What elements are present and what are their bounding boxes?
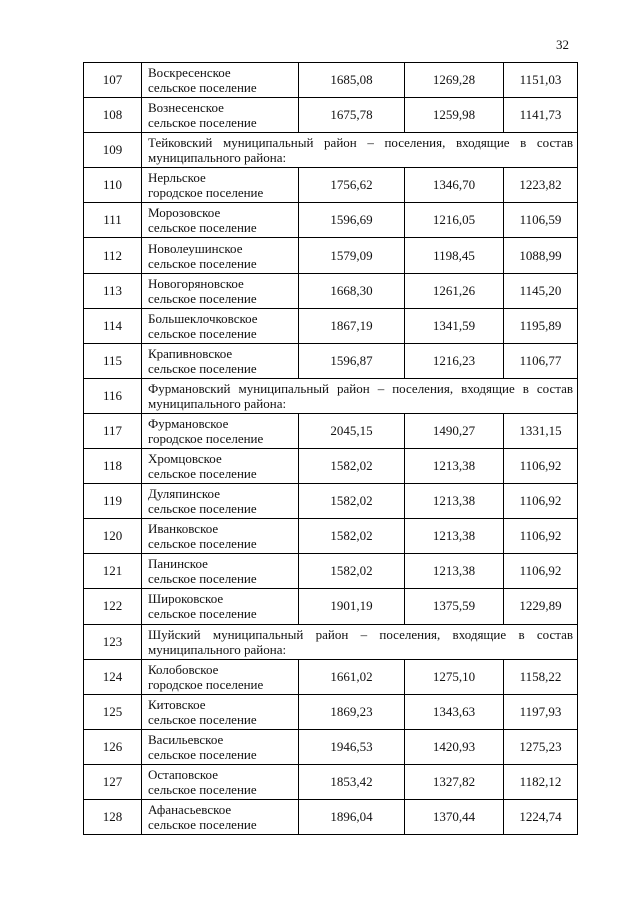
value-cell-2: 1346,70 — [405, 168, 504, 203]
settlement-name-line: Большеклочковское — [148, 310, 258, 326]
table-row — [84, 484, 578, 519]
settlement-name — [142, 308, 299, 343]
settlement-type-line: сельское поселение — [148, 501, 257, 517]
value-cell-2: 1375,59 — [405, 589, 504, 624]
value-cell-2: 1261,26 — [405, 273, 504, 308]
value-cell-1: 1896,04 — [299, 799, 405, 834]
row-number: 108 — [84, 98, 142, 133]
value-cell-2: 1213,38 — [405, 554, 504, 589]
settlement-type-line: сельское поселение — [148, 255, 257, 271]
value-cell-1: 1661,02 — [299, 659, 405, 694]
value-cell-1: 1756,62 — [299, 168, 405, 203]
value-cell-2: 1216,23 — [405, 343, 504, 378]
settlement-name — [142, 519, 299, 554]
settlement-type-line: сельское поселение — [148, 80, 257, 96]
settlement-type-line: сельское поселение — [148, 711, 257, 727]
settlement-name — [142, 98, 299, 133]
settlement-name-line: Иванковское — [148, 521, 219, 537]
settlement-name — [142, 168, 299, 203]
value-cell-3: 1106,92 — [504, 519, 578, 554]
value-cell-3: 1151,03 — [504, 63, 578, 98]
value-cell-2: 1198,45 — [405, 238, 504, 273]
value-cell-2: 1259,98 — [405, 98, 504, 133]
table-row — [84, 203, 578, 238]
settlement-type-line: сельское поселение — [148, 746, 257, 762]
settlement-name-line: Воскресенское — [148, 65, 231, 81]
settlement-type-line: городское поселение — [148, 676, 264, 692]
settlement-name — [142, 63, 299, 98]
value-cell-1: 1668,30 — [299, 273, 405, 308]
table-row — [84, 659, 578, 694]
value-cell-3: 1224,74 — [504, 799, 578, 834]
table-row — [84, 308, 578, 343]
settlement-type-line: сельское поселение — [148, 606, 257, 622]
table-row — [84, 589, 578, 624]
settlement-type-line: сельское поселение — [148, 571, 257, 587]
row-number: 127 — [84, 764, 142, 799]
table-row — [84, 554, 578, 589]
row-number: 115 — [84, 343, 142, 378]
row-number: 125 — [84, 694, 142, 729]
row-number: 118 — [84, 449, 142, 484]
value-cell-2: 1341,59 — [405, 308, 504, 343]
row-number: 124 — [84, 659, 142, 694]
table-row — [84, 413, 578, 448]
settlement-name — [142, 589, 299, 624]
settlement-name — [142, 238, 299, 273]
settlement-name — [142, 484, 299, 519]
row-number: 126 — [84, 729, 142, 764]
table-row — [84, 168, 578, 203]
value-cell-1: 1675,78 — [299, 98, 405, 133]
settlement-type-line: сельское поселение — [148, 220, 257, 236]
value-cell-3: 1275,23 — [504, 729, 578, 764]
settlement-name — [142, 203, 299, 238]
value-cell-1: 1596,87 — [299, 343, 405, 378]
row-number: 114 — [84, 308, 142, 343]
value-cell-2: 1420,93 — [405, 729, 504, 764]
district-header-row — [84, 624, 578, 659]
value-cell-1: 1579,09 — [299, 238, 405, 273]
value-cell-1: 1582,02 — [299, 449, 405, 484]
value-cell-3: 1197,93 — [504, 694, 578, 729]
district-header-row — [84, 378, 578, 413]
settlements-table — [83, 62, 578, 835]
value-cell-1: 1946,53 — [299, 729, 405, 764]
value-cell-3: 1106,92 — [504, 484, 578, 519]
value-cell-3: 1158,22 — [504, 659, 578, 694]
value-cell-1: 1582,02 — [299, 484, 405, 519]
row-number: 109 — [84, 133, 142, 168]
value-cell-3: 1229,89 — [504, 589, 578, 624]
district-title: Фурмановский муниципальный район – поселения, входящие в состав муниципального района: — [142, 378, 578, 413]
value-cell-3: 1145,20 — [504, 273, 578, 308]
settlement-name — [142, 729, 299, 764]
value-cell-2: 1370,44 — [405, 799, 504, 834]
settlement-type-line: сельское поселение — [148, 290, 257, 306]
table-body — [84, 63, 578, 835]
row-number: 111 — [84, 203, 142, 238]
value-cell-1: 1582,02 — [299, 519, 405, 554]
value-cell-1: 1685,08 — [299, 63, 405, 98]
settlement-name-line: Дуляпинское — [148, 486, 220, 502]
settlement-name-line: Афанасьевское — [148, 802, 232, 818]
value-cell-2: 1216,05 — [405, 203, 504, 238]
settlement-name — [142, 273, 299, 308]
settlement-name-line: Остаповское — [148, 766, 218, 782]
value-cell-2: 1269,28 — [405, 63, 504, 98]
settlement-name — [142, 764, 299, 799]
settlement-name-line: Широковское — [148, 591, 224, 607]
value-cell-3: 1106,77 — [504, 343, 578, 378]
settlement-name-line: Васильевское — [148, 731, 224, 747]
row-number: 117 — [84, 413, 142, 448]
value-cell-3: 1223,82 — [504, 168, 578, 203]
settlement-type-line: сельское поселение — [148, 325, 257, 341]
settlement-name — [142, 449, 299, 484]
table-row — [84, 799, 578, 834]
table-row — [84, 98, 578, 133]
settlement-name-line: Фурмановское — [148, 415, 229, 431]
value-cell-2: 1327,82 — [405, 764, 504, 799]
row-number: 116 — [84, 378, 142, 413]
page-number: 32 — [556, 37, 569, 52]
row-number: 113 — [84, 273, 142, 308]
settlement-name-line: Панинское — [148, 556, 208, 572]
row-number: 120 — [84, 519, 142, 554]
table-row — [84, 694, 578, 729]
table-row — [84, 63, 578, 98]
row-number: 128 — [84, 799, 142, 834]
settlement-name-line: Морозовское — [148, 205, 221, 221]
settlement-name-line: Колобовское — [148, 661, 219, 677]
settlement-name-line: Китовское — [148, 696, 206, 712]
settlement-type-line: сельское поселение — [148, 466, 257, 482]
settlement-type-line: сельское поселение — [148, 817, 257, 833]
value-cell-3: 1106,59 — [504, 203, 578, 238]
settlement-type-line: сельское поселение — [148, 115, 257, 131]
district-title: Шуйский муниципальный район – поселения, входящие в состав муниципального района: — [142, 624, 578, 659]
settlement-name-line: Новогоряновское — [148, 275, 244, 291]
value-cell-2: 1490,27 — [405, 413, 504, 448]
settlement-type-line: сельское поселение — [148, 781, 257, 797]
value-cell-1: 2045,15 — [299, 413, 405, 448]
table-row — [84, 729, 578, 764]
value-cell-2: 1213,38 — [405, 484, 504, 519]
table-row — [84, 449, 578, 484]
settlement-name — [142, 659, 299, 694]
row-number: 122 — [84, 589, 142, 624]
value-cell-3: 1088,99 — [504, 238, 578, 273]
row-number: 119 — [84, 484, 142, 519]
settlement-name-line: Вознесенское — [148, 100, 224, 116]
settlement-name-line: Крапивновское — [148, 345, 233, 361]
settlement-type-line: сельское поселение — [148, 536, 257, 552]
settlement-name — [142, 343, 299, 378]
value-cell-2: 1213,38 — [405, 449, 504, 484]
table-row — [84, 764, 578, 799]
settlement-name-line: Нерльское — [148, 170, 206, 186]
value-cell-3: 1106,92 — [504, 554, 578, 589]
value-cell-1: 1596,69 — [299, 203, 405, 238]
settlement-name-line: Новолеушинское — [148, 240, 243, 256]
settlement-type-line: городское поселение — [148, 430, 264, 446]
value-cell-1: 1901,19 — [299, 589, 405, 624]
table-row — [84, 343, 578, 378]
value-cell-1: 1869,23 — [299, 694, 405, 729]
settlement-name-line: Хромцовское — [148, 451, 222, 467]
settlement-name — [142, 694, 299, 729]
value-cell-3: 1106,92 — [504, 449, 578, 484]
row-number: 110 — [84, 168, 142, 203]
settlement-name — [142, 413, 299, 448]
row-number: 107 — [84, 63, 142, 98]
district-header-row — [84, 133, 578, 168]
value-cell-3: 1195,89 — [504, 308, 578, 343]
table-row — [84, 273, 578, 308]
table-row — [84, 519, 578, 554]
district-title: Тейковский муниципальный район – поселения, входящие в состав муниципального района: — [142, 133, 578, 168]
value-cell-1: 1853,42 — [299, 764, 405, 799]
value-cell-3: 1141,73 — [504, 98, 578, 133]
settlement-name — [142, 799, 299, 834]
row-number: 123 — [84, 624, 142, 659]
value-cell-2: 1213,38 — [405, 519, 504, 554]
row-number: 112 — [84, 238, 142, 273]
row-number: 121 — [84, 554, 142, 589]
value-cell-2: 1275,10 — [405, 659, 504, 694]
settlement-type-line: сельское поселение — [148, 360, 257, 376]
value-cell-3: 1182,12 — [504, 764, 578, 799]
value-cell-3: 1331,15 — [504, 413, 578, 448]
table-row — [84, 238, 578, 273]
settlement-name — [142, 554, 299, 589]
value-cell-1: 1582,02 — [299, 554, 405, 589]
value-cell-2: 1343,63 — [405, 694, 504, 729]
settlement-type-line: городское поселение — [148, 185, 264, 201]
value-cell-1: 1867,19 — [299, 308, 405, 343]
